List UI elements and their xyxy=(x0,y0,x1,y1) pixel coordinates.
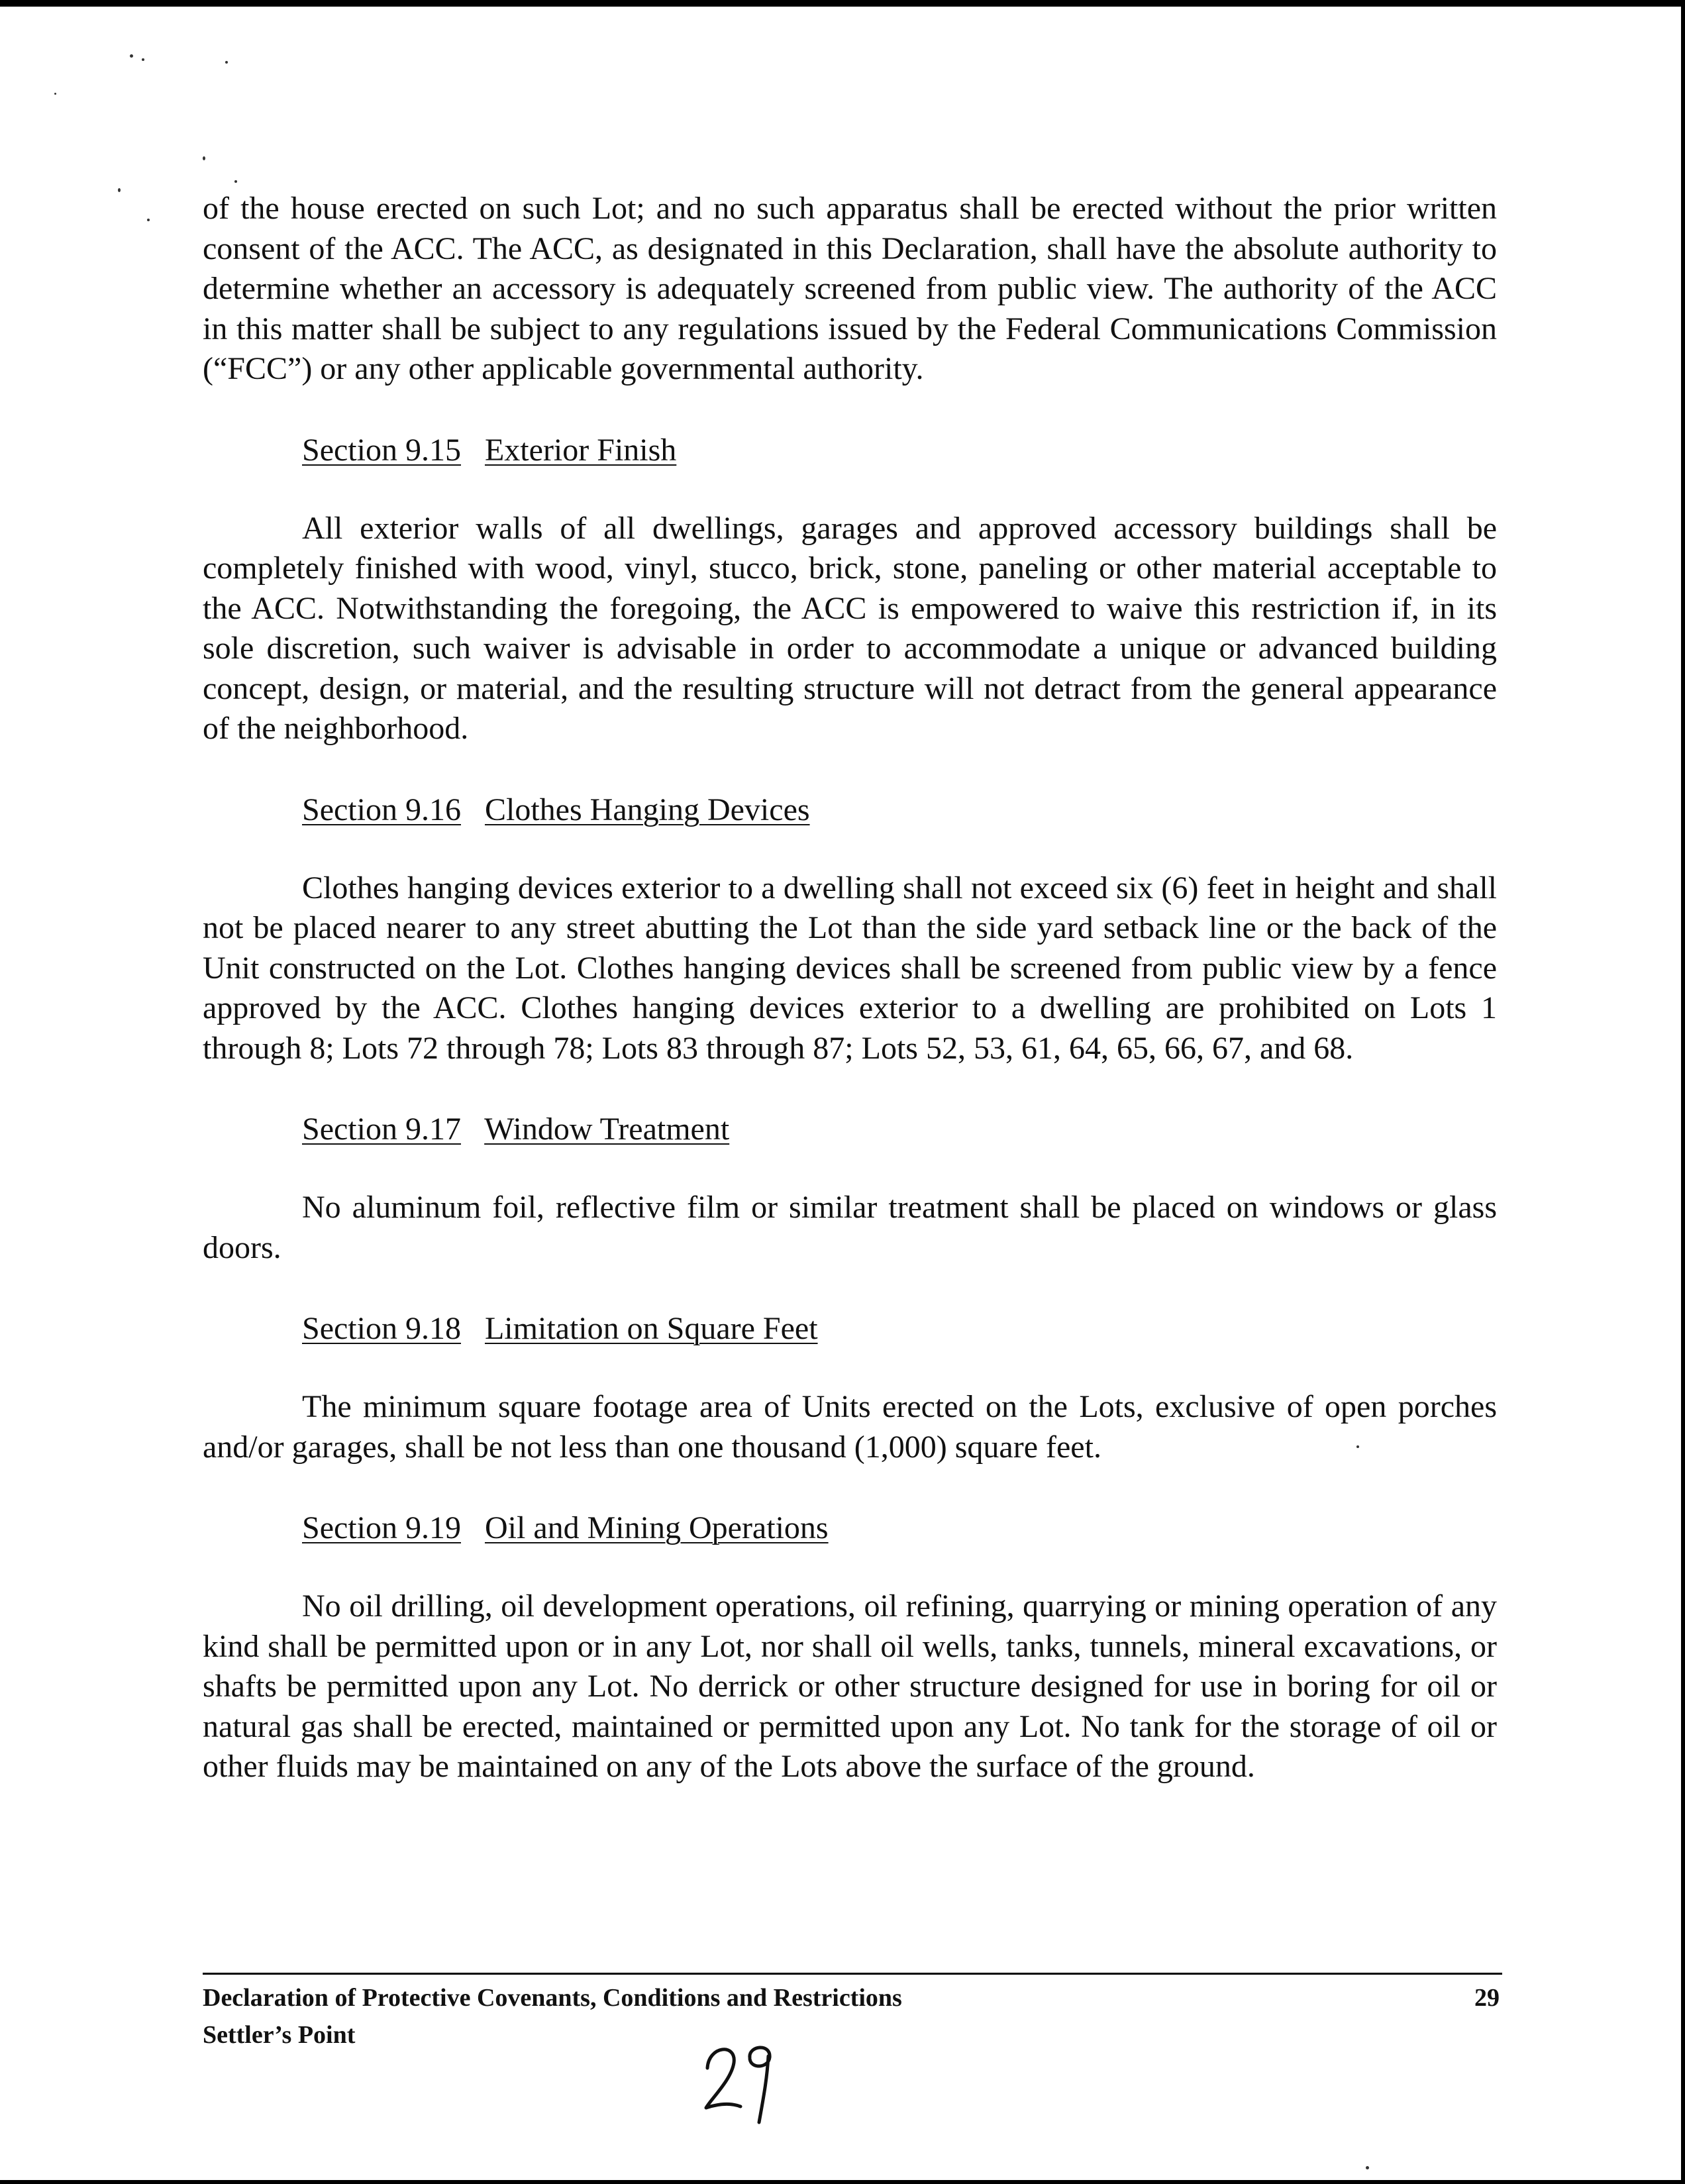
section-paragraph: No aluminum foil, reflective film or similar treatment shall be placed on windows or glass doors. xyxy=(203,1190,1497,1265)
section-number: Section 9.19 xyxy=(302,1510,461,1545)
scan-speck xyxy=(203,156,205,160)
section-heading xyxy=(302,1110,1497,1149)
section-paragraph: All exterior walls of all dwellings, garages and approved accessory buildings shall be completely finished with wood, vinyl, stucco, brick, stone, paneling or other material acceptable to the ACC. Notwithstanding the foregoing, the ACC is empowered to waive this restriction if, in its sole discretion, such waiver is advisable in order to accommodate a unique or advanced building concept, design, or material, and the resulting structure will not detract from the general appearance of the neighborhood. xyxy=(203,510,1497,746)
scan-speck xyxy=(118,188,121,192)
section-paragraph: The minimum square footage area of Units erected on the Lots, exclusive of open porches and/or garages, shall be not less than one thousand (1,000) square feet. xyxy=(203,1389,1497,1465)
section-title: Limitation on Square Feet xyxy=(484,1311,818,1346)
section-number: Section 9.15 xyxy=(302,432,461,468)
scan-speck xyxy=(225,61,228,64)
continuation-paragraph: of the house erected on such Lot; and no such apparatus shall be erected without the prior written consent of the ACC. The ACC, as designated in this Declaration, shall have the absolute authority to determine whether an accessory is adequately screened from public view. The authority of the ACC in this matter shall be subject to any regulations issued by the Federal Communications Commission (“FCC”) or any other applicable governmental authority. xyxy=(203,191,1497,386)
footer-page-number: 29 xyxy=(1474,1984,1500,2012)
section-title: Exterior Finish xyxy=(484,432,677,468)
section-number: Section 9.16 xyxy=(302,792,461,827)
scan-speck xyxy=(147,219,150,221)
section-title: Window Treatment xyxy=(484,1112,730,1147)
scan-top-border xyxy=(0,0,1685,7)
section-number: Section 9.18 xyxy=(302,1311,461,1346)
handwritten-page-number xyxy=(702,2034,775,2126)
footer-divider xyxy=(203,1973,1502,1975)
section-title: Clothes Hanging Devices xyxy=(484,792,810,827)
section-heading xyxy=(302,431,1497,470)
document-body xyxy=(203,189,1497,1787)
scan-bottom-border xyxy=(0,2180,1685,2184)
section-heading xyxy=(302,1309,1497,1349)
section-number: Section 9.17 xyxy=(302,1112,461,1147)
page-footer xyxy=(203,1979,1502,2054)
scan-speck xyxy=(54,93,56,95)
footer-subtitle: Settler’s Point xyxy=(203,2021,356,2049)
footer-document-title: Declaration of Protective Covenants, Conditions and Restrictions xyxy=(203,1984,902,2012)
scan-speck xyxy=(130,54,133,58)
section-heading xyxy=(302,1508,1497,1548)
scan-speck xyxy=(234,180,237,183)
section-paragraph: No oil drilling, oil development operations, oil refining, quarrying or mining operation of any kind shall be permitted upon or in any Lot, nor shall oil wells, tanks, tunnels, mineral excavations, or shafts be permitted upon any Lot. No derrick or other structure designed for use in boring for oil or natural gas shall be erected, maintained or permitted upon any Lot. No tank for the storage of oil or other fluids may be maintained on any of the Lots above the surface of the ground. xyxy=(203,1588,1497,1784)
scan-speck xyxy=(142,58,144,61)
section-paragraph: Clothes hanging devices exterior to a dwelling shall not exceed six (6) feet in height and shall not be placed nearer to any street abutting the Lot than the side yard setback line or the back of the Unit constructed on the Lot. Clothes hanging devices shall be screened from public view by a fence approved by the ACC. Clothes hanging devices exterior to a dwelling are prohibited on Lots 1 through 8; Lots 72 through 78; Lots 83 through 87; Lots 52, 53, 61, 64, 65, 66, 67, and 68. xyxy=(203,870,1497,1066)
scan-right-border xyxy=(1681,0,1685,2184)
section-title: Oil and Mining Operations xyxy=(484,1510,829,1545)
scan-speck xyxy=(1366,2166,1369,2169)
section-heading xyxy=(302,790,1497,830)
